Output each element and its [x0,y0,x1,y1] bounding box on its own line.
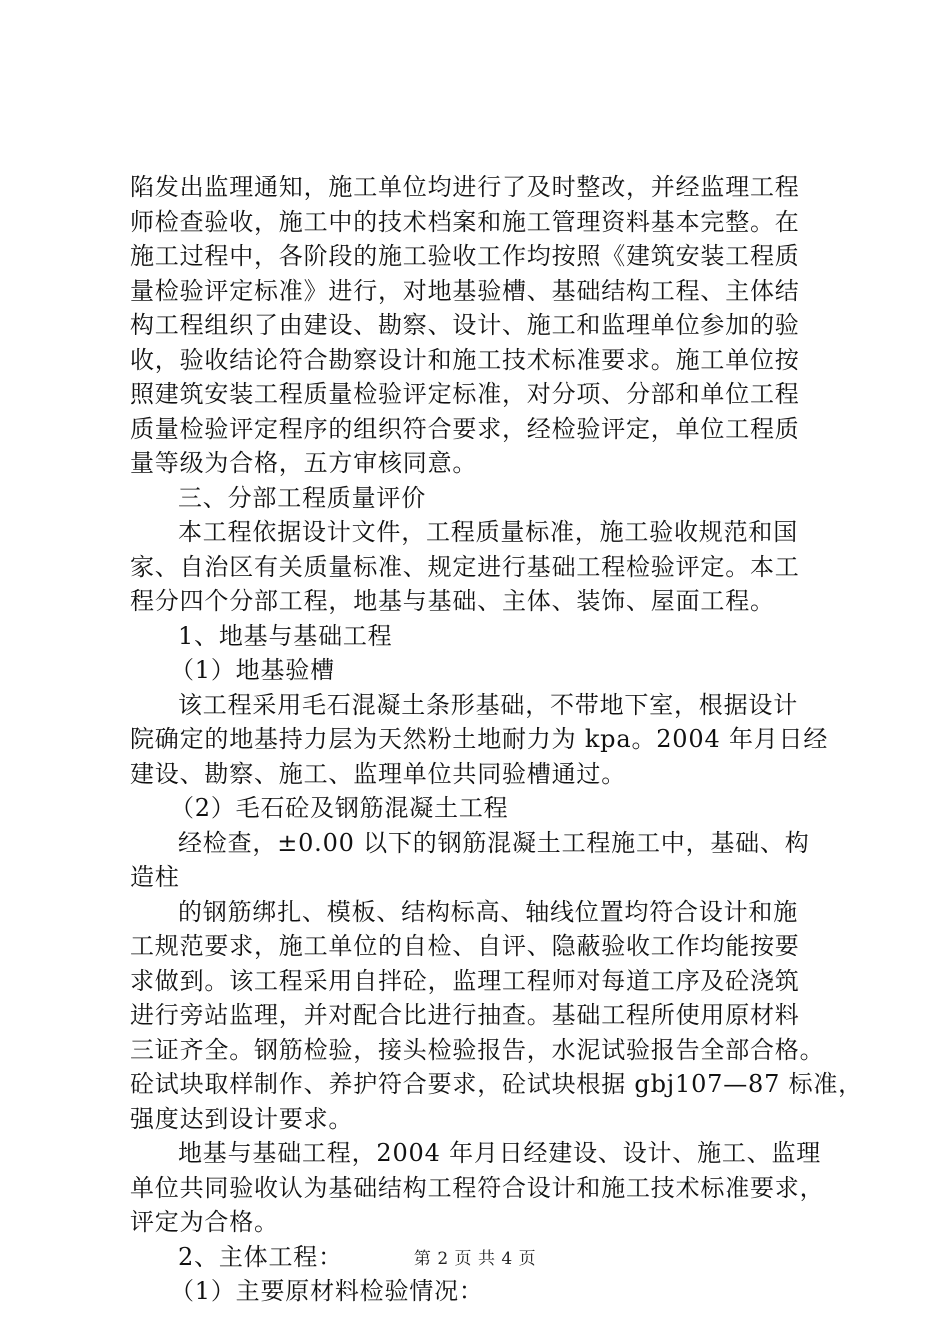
text-line: 施工过程中，各阶段的施工验收工作均按照《建筑安装工程质 [130,242,800,270]
text-line: 构工程组织了由建设、勘察、设计、施工和监理单位参加的验 [130,311,800,339]
text-line: 造柱 [130,863,180,891]
text-line: 求做到。该工程采用自拌砼，监理工程师对每道工序及砼浇筑 [130,966,800,995]
text-line: 工规范要求，施工单位的自检、自评、隐蔽验收工作均能按要 [130,932,800,960]
text-line: 家、自治区有关质量标准、规定进行基础工程检验评定。本工 [130,552,800,581]
subsection-heading: 1、地基与基础工程 [178,621,393,650]
text-line: 院确定的地基持力层为天然粉土地耐力为 kpa。2004 年月日经 [130,725,829,753]
text-line: 评定为合格。 [130,1208,279,1236]
document-body [130,170,863,1309]
text-line: 程分四个分部工程，地基与基础、主体、装饰、屋面工程。 [130,587,775,615]
text-line: 三证齐全。钢筋检验，接头检验报告，水泥试验报告全部合格。 [130,1035,825,1064]
text-line: 经检查，±0.00 以下的钢筋混凝土工程施工中，基础、构 [178,828,810,857]
text-line: 收，验收结论符合勘察设计和施工技术标准要求。施工单位按 [130,345,800,374]
text-line: 单位共同验收认为基础结构工程符合设计和施工技术标准要求， [130,1173,825,1202]
text-line: 进行旁站监理，并对配合比进行抽查。基础工程所使用原材料 [130,1001,800,1029]
subsection-heading: 2、主体工程： [178,1242,343,1271]
text-line: 质量检验评定程序的组织符合要求，经检验评定，单位工程质 [130,414,800,443]
text-line: 本工程依据设计文件，工程质量标准，施工验收规范和国 [178,518,798,546]
text-line: 师检查验收，施工中的技术档案和施工管理资料基本完整。在 [130,207,800,236]
item-heading: （2）毛石砼及钢筋混凝土工程 [170,794,509,822]
text-line: 该工程采用毛石混凝土条形基础，不带地下室，根据设计 [178,690,798,719]
item-heading: （1）主要原材料检验情况： [170,1277,484,1305]
text-line: 量等级为合格，五方审核同意。 [130,449,478,477]
section-heading: 三、分部工程质量评价 [178,483,426,512]
text-line: 砼试块取样制作、养护符合要求，砼试块根据 gbj107—87 标准， [130,1070,863,1098]
text-line: 地基与基础工程，2004 年月日经建设、设计、施工、监理 [178,1139,822,1167]
item-heading: （1）地基验槽 [170,656,335,684]
page-footer: 第 2 页 共 4 页 [413,1249,537,1269]
text-line: 照建筑安装工程质量检验评定标准，对分项、分部和单位工程 [130,380,800,408]
text-line: 强度达到设计要求。 [130,1104,354,1133]
text-line: 陷发出监理通知，施工单位均进行了及时整改，并经监理工程 [130,173,800,201]
text-line: 量检验评定标准》进行，对地基验槽、基础结构工程、主体结 [130,276,800,305]
text-line: 的钢筋绑扎、模板、结构标高、轴线位置均符合设计和施 [178,897,798,926]
text-line: 建设、勘察、施工、监理单位共同验槽通过。 [130,759,626,788]
